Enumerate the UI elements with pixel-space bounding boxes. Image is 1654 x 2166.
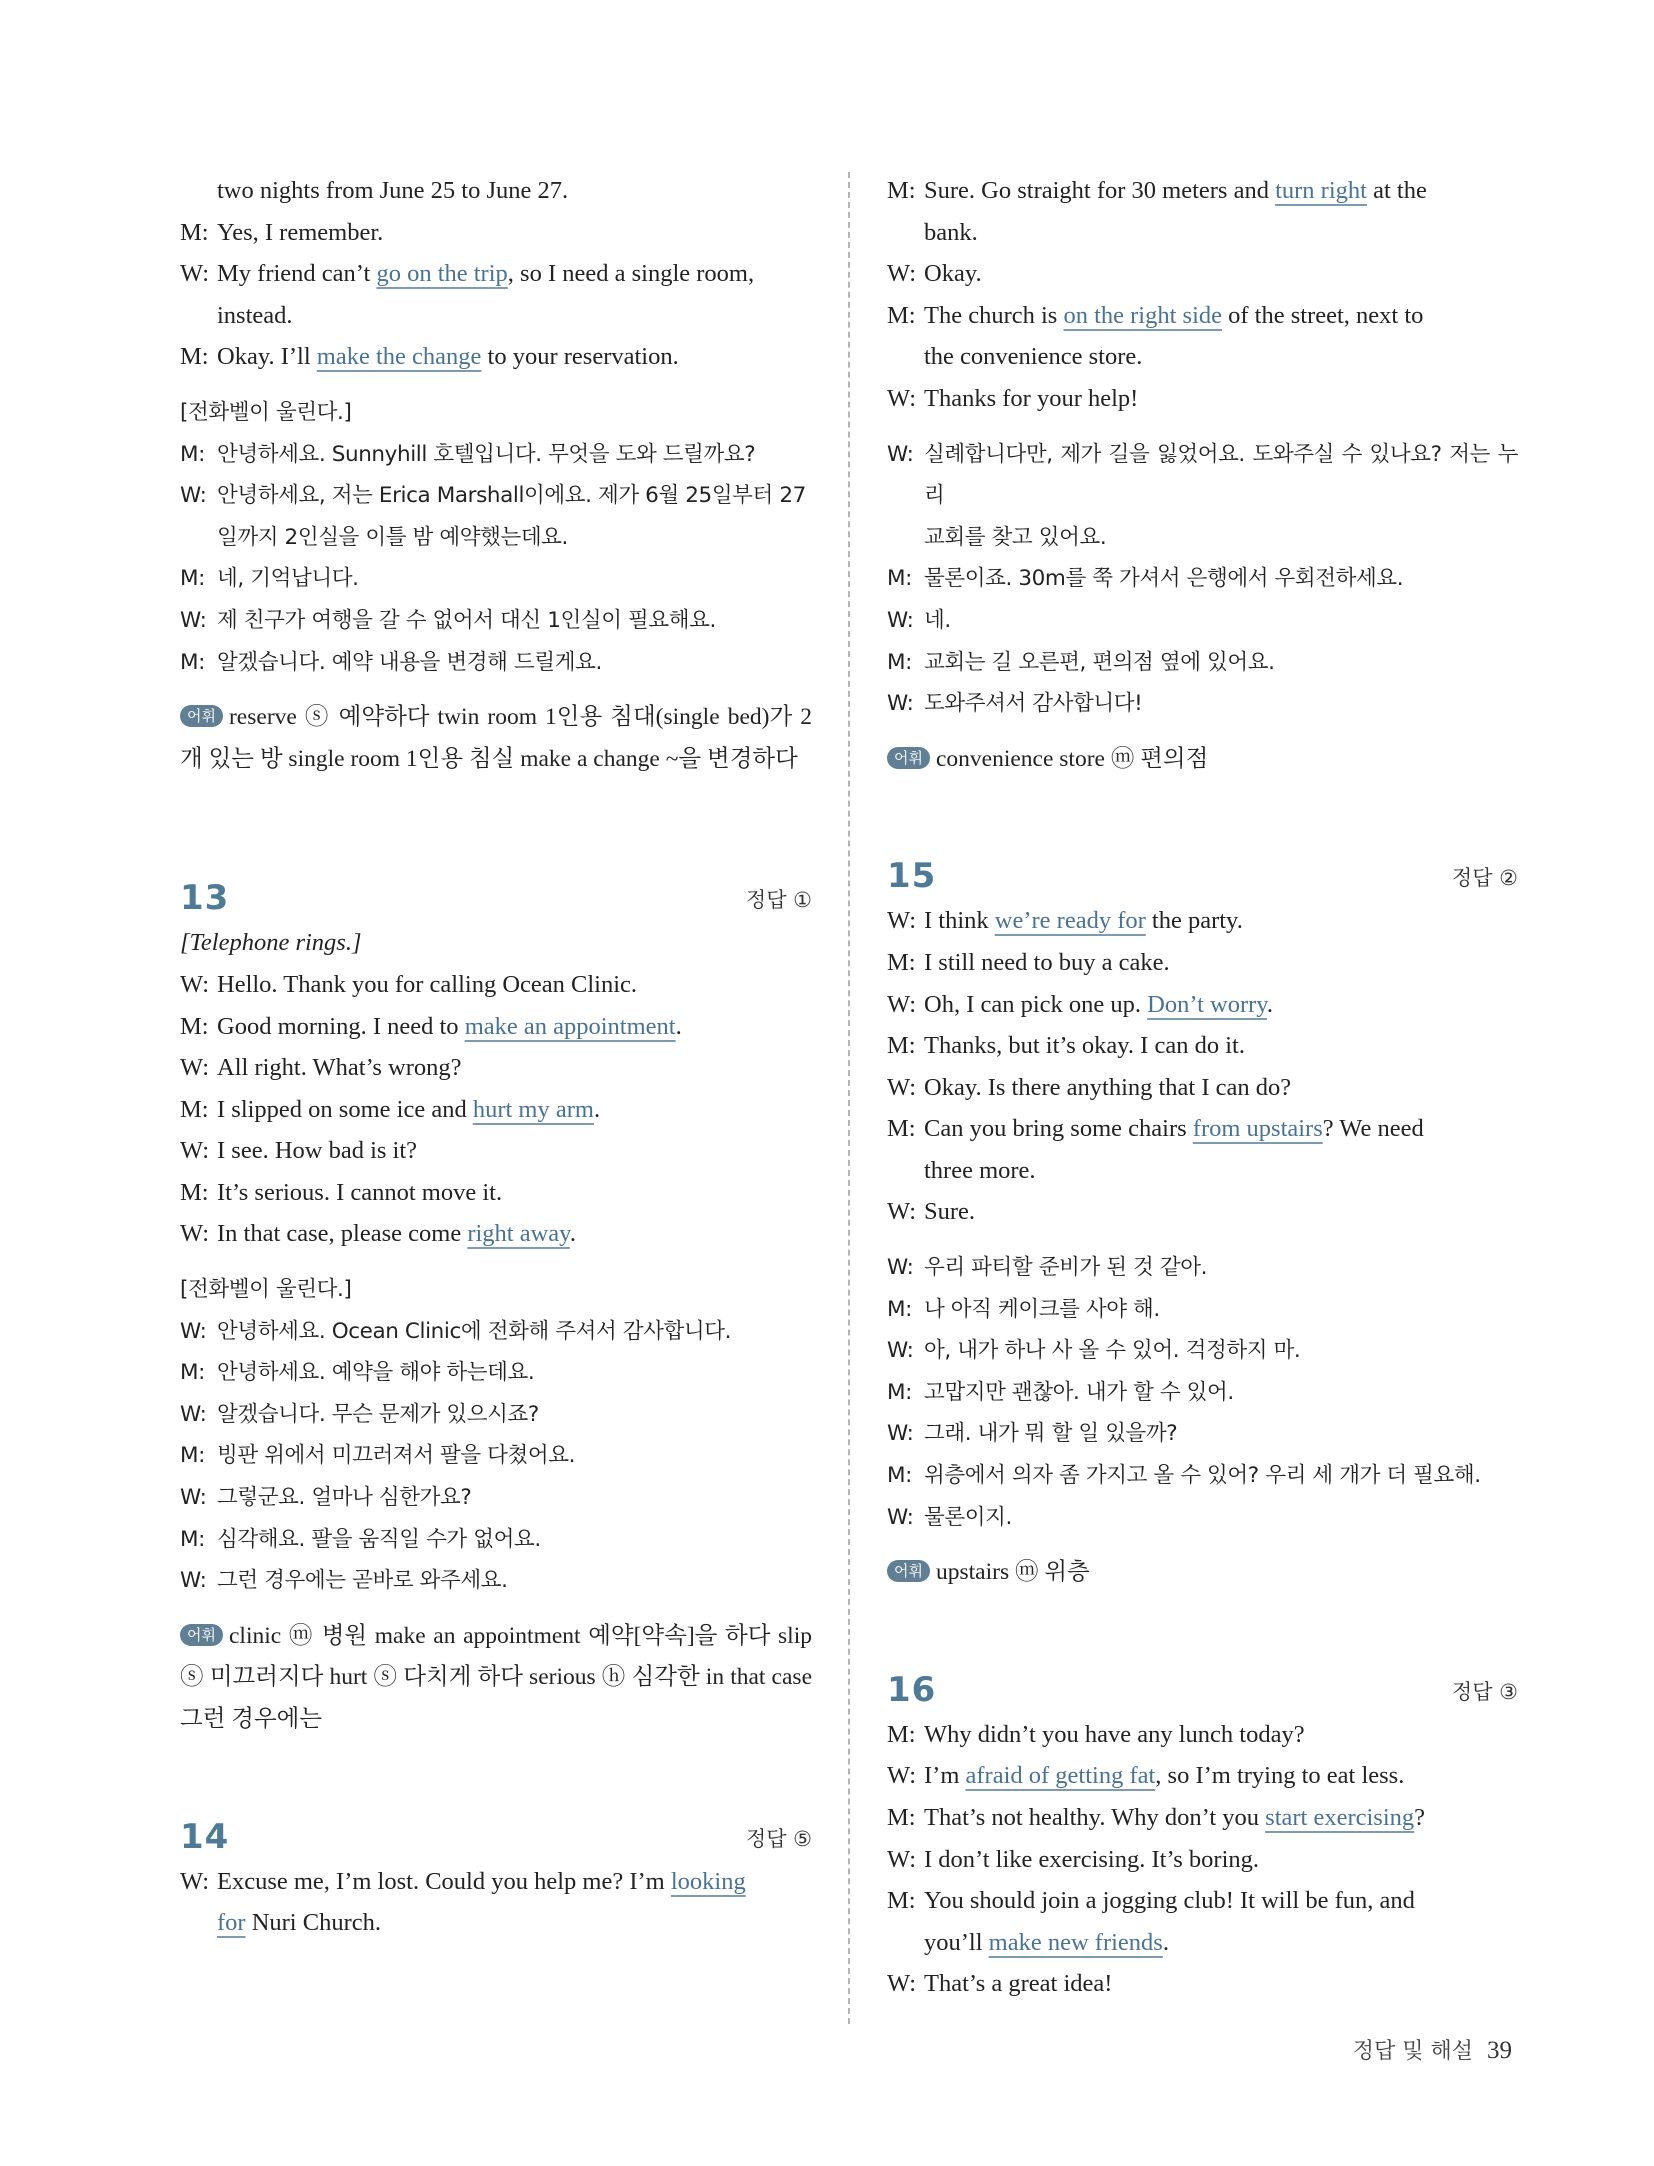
answer-phrase: hurt my arm [472,1095,594,1123]
question-number: 16 [887,1669,937,1710]
dialogue-line [180,1089,812,1131]
speaker-label: M: [180,441,205,467]
line-text: . [593,1095,601,1123]
line-text: Sure. Go straight for 30 meters and [924,177,1276,204]
answer-phrase: looking [670,1867,746,1895]
line-text: 알겠습니다. 예약 내용을 변경해 드릴게요. [217,649,602,675]
vocab-text: convenience store ⓜ 편의점 [935,745,1209,772]
speaker-label: W: [887,1073,917,1101]
dialogue-line [180,964,812,1006]
dialogue [180,964,812,1255]
line-text: instead. [217,301,293,329]
line-text: 알겠습니다. 무슨 문제가 있으시죠? [217,1401,539,1427]
line-text: Nuri Church. [245,1909,381,1937]
line-text: . [569,1220,576,1248]
dialogue-line [180,1861,812,1903]
dialogue [887,1714,1518,2005]
dialogue-line [180,558,812,600]
line-text: The church is [924,301,1064,329]
answer-phrase: go on the trip [376,260,508,288]
speaker-label: M: [180,218,209,246]
line-text: It’s serious. I cannot move it. [217,1178,503,1206]
vocab-badge: 어휘 [180,705,223,727]
korean-translation [887,1247,1518,1538]
dialogue-line [887,600,1518,642]
dialogue-line [887,253,1518,295]
speaker-label: W: [887,1845,917,1873]
speaker-label: M: [887,301,916,329]
dialogue-line [180,1172,812,1214]
line-text: 안녕하세요. 예약을 해야 하는데요. [217,1360,535,1386]
speaker-label: W: [887,1255,914,1281]
line-text: ? [1414,1804,1426,1831]
dialogue-line [180,295,812,337]
footer-label: 정답 및 해설 [1352,2039,1473,2064]
line-text: Okay. Is there anything that I can do? [924,1073,1292,1101]
speaker-label: W: [887,990,917,1018]
dialogue-line [887,1067,1518,1109]
answer-label: 정답 ③ [1451,1679,1518,1704]
line-text: Sure. [924,1198,976,1226]
speaker-label: M: [887,1463,912,1489]
line-text: 안녕하세요. Sunnyhill 호텔입니다. 무엇을 도와 드릴까요? [217,441,756,467]
speaker-label: M: [887,948,916,976]
dialogue-line [887,1150,1518,1192]
speaker-label: W: [887,260,917,288]
line-text: 교회를 찾고 있어요. [924,524,1107,550]
dialogue-line [887,212,1518,254]
line-text: I’m [924,1762,966,1790]
line-text: My friend can’t [217,260,377,288]
line-text: 그래. 내가 뭐 할 일 있을까? [924,1421,1178,1447]
dialogue-line [887,1714,1518,1756]
line-text: Yes, I remember. [217,218,384,246]
speaker-label: W: [180,1568,207,1594]
question-number: 15 [887,856,937,897]
page-footer [1353,2034,1512,2065]
line-text: All right. What’s wrong? [217,1054,462,1082]
dialogue-line [887,378,1518,420]
line-text: bank. [924,218,978,246]
speaker-label: M: [887,1887,916,1915]
line-text: 일까지 2인실을 이틀 밤 예약했는데요. [217,524,568,550]
line-text: you’ll [924,1928,989,1956]
dialogue-line [180,517,812,559]
vocab-text: reserve ⓢ 예약하다 twin room 1인용 침대(single bed)가 2개 있는 방 single room 1인용 침실 make a change ~을 변경하다 [180,704,812,772]
speaker-label: W: [887,1504,914,1530]
line-text: 실례합니다만, 제가 길을 잃었어요. 도와주실 수 있나요? 저는 누리 [924,441,1518,509]
question-header [887,1654,1518,1714]
korean-translation [887,434,1518,725]
line-text: 위층에서 의자 좀 가지고 올 수 있어? 우리 세 개가 더 필요해. [924,1463,1481,1489]
speaker-label: W: [180,970,210,998]
line-text: I slipped on some ice and [217,1095,473,1123]
answer-phrase: turn right [1275,177,1367,204]
speaker-label: M: [180,1360,205,1386]
line-text: , so I’m trying to eat less. [1155,1762,1405,1790]
speaker-label: W: [180,1137,210,1165]
dialogue-line [887,295,1518,337]
speaker-label: W: [180,1401,207,1427]
speaker-label: W: [180,607,207,633]
dialogue-line [180,170,812,212]
speaker-label: W: [887,1970,917,1998]
dialogue-line [180,212,812,254]
speaker-label: M: [887,1032,916,1060]
dialogue-line [180,1130,812,1172]
dialogue-line [180,336,812,378]
line-text: the party. [1145,907,1243,935]
answer-phrase: make an appointment [464,1012,676,1040]
line-text: the convenience store. [924,343,1143,371]
dialogue-line [887,1247,1518,1289]
speaker-label: M: [180,1095,209,1123]
answer-phrase: for [217,1909,246,1937]
line-text: 안녕하세요, 저는 Erica Marshall이에요. 제가 6월 25일부터 27 [217,483,806,509]
dialogue-line [887,683,1518,725]
speaker-label: W: [887,907,917,935]
answer-phrase: start exercising [1265,1804,1415,1831]
line-text: 그런 경우에는 곧바로 와주세요. [217,1568,508,1594]
speaker-label: M: [887,1115,916,1143]
vocab-badge: 어휘 [887,747,930,769]
speaker-label: M: [887,1720,916,1748]
dialogue-line [887,1289,1518,1331]
dialogue [180,1861,812,1944]
line-text: 아, 내가 하나 사 올 수 있어. 걱정하지 마. [924,1338,1301,1364]
speaker-label: M: [887,177,916,204]
dialogue-line [887,900,1518,942]
question-header [180,862,812,922]
dialogue-line [887,558,1518,600]
dialogue-line [180,1047,812,1089]
line-text: . [675,1012,682,1040]
answer-phrase: on the right side [1063,301,1223,329]
dialogue-line [887,984,1518,1026]
line-text: You should join a jogging club! It will be fun, and [924,1887,1415,1915]
line-text: 심각해요. 팔을 움직일 수가 없어요. [217,1526,541,1552]
line-text: I don’t like exercising. It’s boring. [924,1845,1259,1873]
speaker-label: W: [180,1318,207,1344]
speaker-label: M: [180,566,205,592]
answer-phrase: Don’t worry [1147,990,1267,1018]
line-text: Can you bring some chairs [924,1115,1193,1143]
dialogue-line [887,1372,1518,1414]
dialogue-line [887,517,1518,559]
dialogue-line [887,434,1518,517]
dialogue-line [180,1435,812,1477]
question-number: 13 [180,878,230,919]
line-text: to your reservation. [481,343,679,371]
dialogue-line [180,253,812,295]
speaker-label: W: [887,1198,917,1226]
line-text: , so I need a single room, [507,260,755,288]
right-column [887,170,1518,2005]
line-text: three more. [924,1156,1036,1184]
line-text: Okay. I’ll [217,343,317,371]
line-text: 네. [924,607,951,633]
speaker-label: W: [180,1054,210,1082]
dialogue-line [887,642,1518,684]
dialogue-continuation [887,170,1518,420]
dialogue-line [180,475,812,517]
question-number: 14 [180,1816,230,1857]
question-header [180,1801,812,1861]
speaker-label: M: [180,1526,205,1552]
dialogue-line [887,942,1518,984]
line-text: . [1162,1928,1169,1956]
vocab-text: clinic ⓜ 병원 make an appointment 예약[약속]을 하다 slip ⓢ 미끄러지다 hurt ⓢ 다치게 하다 serious ⓗ 심각한 in that case 그런 경우에는 [180,1622,812,1732]
line-text: Thanks for your help! [924,384,1139,412]
speaker-label: M: [887,1804,916,1831]
dialogue-line [887,170,1518,212]
speaker-label: M: [180,1012,209,1040]
speaker-label: W: [180,483,207,509]
answer-phrase: make new friends [988,1928,1163,1956]
answer-phrase: from upstairs [1192,1115,1323,1143]
korean-translation [180,1311,812,1602]
dialogue-line [887,1880,1518,1922]
korean-translation [180,434,812,684]
dialogue-line [887,1191,1518,1233]
answer-phrase: afraid of getting fat [965,1762,1156,1790]
line-text: ? We need [1322,1115,1424,1143]
speaker-label: W: [887,1421,914,1447]
dialogue-line [180,1519,812,1561]
speaker-label: W: [887,691,914,717]
dialogue-line [887,1455,1518,1497]
answer-label: 정답 ⑤ [745,1826,812,1851]
dialogue-line [887,1025,1518,1067]
answer-phrase: make the change [316,343,482,371]
line-text: That’s not healthy. Why don’t you [924,1804,1266,1831]
vocab-text: upstairs ⓜ 위층 [935,1559,1090,1586]
vocab-badge: 어휘 [180,1624,223,1646]
line-text: of the street, next to [1222,301,1424,329]
dialogue-line [180,1560,812,1602]
line-text: . [1266,990,1274,1018]
answer-label: 정답 ② [1451,866,1518,891]
dialogue-line [887,1922,1518,1964]
line-text: Oh, I can pick one up. [924,990,1148,1018]
stage-direction: [Telephone rings.] [180,929,362,957]
answer-label: 정답 ① [745,888,812,913]
line-text: 그렇군요. 얼마나 심한가요? [217,1485,472,1511]
dialogue-line [887,1963,1518,2005]
dialogue-line [180,1006,812,1048]
line-text: 도와주셔서 감사합니다! [924,691,1143,717]
dialogue-line [887,1755,1518,1797]
dialogue-line [180,1213,812,1255]
line-text: 교회는 길 오른편, 편의점 옆에 있어요. [924,649,1275,675]
dialogue-continuation [180,170,812,378]
dialogue-line [180,600,812,642]
line-text: I think [924,907,995,935]
line-text: I see. How bad is it? [217,1137,418,1165]
line-text: at the [1366,177,1427,204]
speaker-label: W: [180,1485,207,1511]
speaker-label: W: [887,607,914,633]
dialogue-line [180,1311,812,1353]
answer-phrase: we’re ready for [994,907,1146,935]
line-text: I still need to buy a cake. [924,948,1170,976]
line-text: two nights from June 25 to June 27. [217,177,569,204]
speaker-label: M: [180,343,209,371]
line-text: 제 친구가 여행을 갈 수 없어서 대신 1인실이 필요해요. [217,607,716,633]
speaker-label: W: [887,1338,914,1364]
speaker-label: W: [180,1867,210,1895]
dialogue-line [887,1108,1518,1150]
dialogue-line [180,1394,812,1436]
speaker-label: M: [180,1178,209,1206]
line-text: 빙판 위에서 미끄러져서 팔을 다쳤어요. [217,1443,576,1469]
dialogue-line [887,1797,1518,1839]
page-number: 39 [1487,2037,1512,2064]
dialogue [887,900,1518,1233]
line-text: In that case, please come [217,1220,468,1248]
line-text: Thanks, but it’s okay. I can do it. [924,1032,1245,1060]
stage-direction-korean: [전화벨이 울린다.] [180,1277,352,1303]
question-header [887,840,1518,900]
dialogue-line [180,642,812,684]
vocabulary-box [180,1616,812,1741]
speaker-label: M: [887,1379,912,1405]
dialogue-line [887,1497,1518,1539]
vocabulary-box [887,1552,1518,1594]
speaker-label: W: [887,1762,917,1790]
dialogue-line [887,1839,1518,1881]
speaker-label: W: [887,441,914,467]
vocabulary-box [887,739,1518,781]
speaker-label: M: [180,649,205,675]
stage-direction: [전화벨이 울린다.] [180,399,352,425]
dialogue-line [180,1477,812,1519]
line-text: Excuse me, I’m lost. Could you help me? I’m [217,1867,671,1895]
line-text: 물론이죠. 30m를 쭉 가셔서 은행에서 우회전하세요. [924,566,1404,592]
left-column [180,170,812,1944]
line-text: 고맙지만 괜찮아. 내가 할 수 있어. [924,1379,1234,1405]
vocab-badge: 어휘 [887,1560,930,1582]
line-text: Why didn’t you have any lunch today? [924,1720,1305,1748]
line-text: 안녕하세요. Ocean Clinic에 전화해 주셔서 감사합니다. [217,1318,732,1344]
speaker-label: W: [180,260,210,288]
vocabulary-box [180,697,812,780]
line-text: Hello. Thank you for calling Ocean Clinic. [217,970,638,998]
speaker-label: M: [887,566,912,592]
line-text: 네, 기억납니다. [217,566,359,592]
line-text: 우리 파티할 준비가 된 것 같아. [924,1255,1208,1281]
dialogue-line [180,1902,812,1944]
dialogue-line [180,1352,812,1394]
answer-phrase: right away [467,1220,570,1248]
line-text: 나 아직 케이크를 사야 해. [924,1296,1160,1322]
dialogue-line [887,1330,1518,1372]
line-text: That’s a great idea! [924,1970,1113,1998]
line-text: 물론이지. [924,1504,1012,1530]
speaker-label: M: [887,1296,912,1322]
speaker-label: W: [887,384,917,412]
line-text: Okay. [924,260,982,288]
speaker-label: M: [180,1443,205,1469]
line-text: Good morning. I need to [217,1012,465,1040]
dialogue-line [887,336,1518,378]
speaker-label: M: [887,649,912,675]
column-divider [848,172,850,2024]
speaker-label: W: [180,1220,210,1248]
dialogue-line [887,1413,1518,1455]
dialogue-line [180,434,812,476]
